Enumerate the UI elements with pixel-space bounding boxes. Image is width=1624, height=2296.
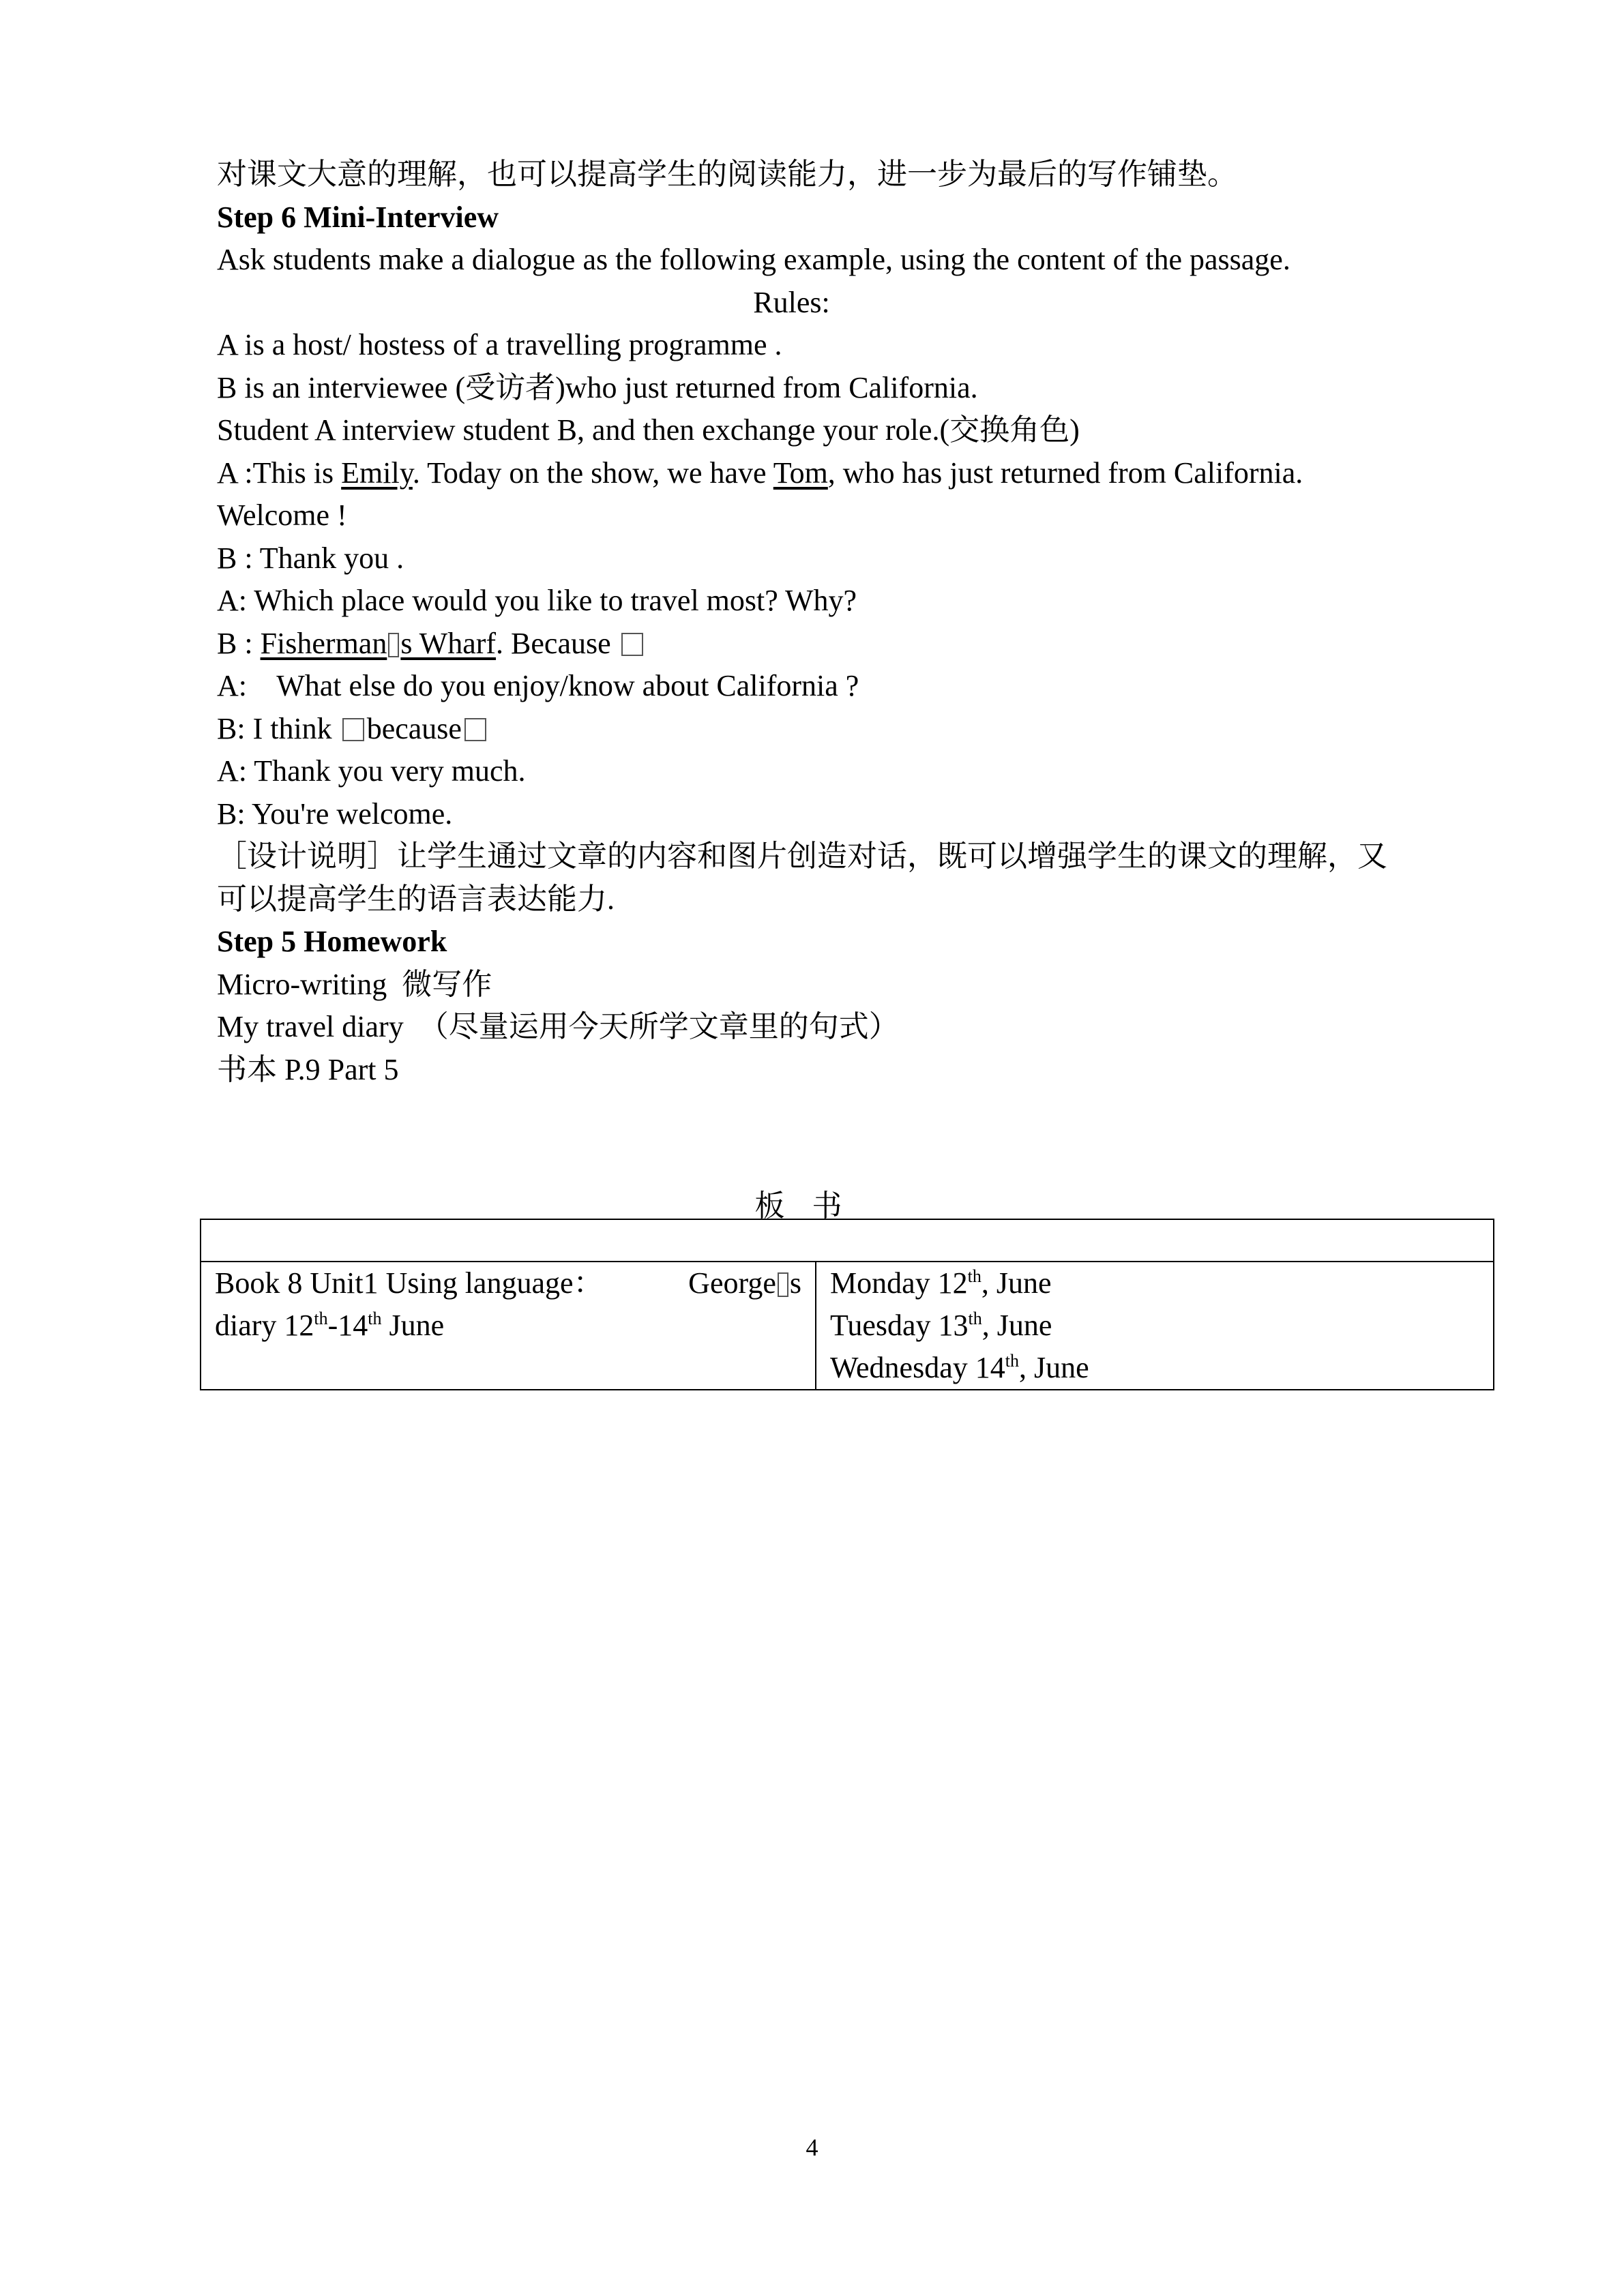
text-span: . Because <box>496 626 619 660</box>
missing-glyph-box <box>464 718 486 741</box>
board-left-line <box>215 1304 801 1347</box>
text-span: B: I think <box>217 711 340 745</box>
dialogue-line: B: You're welcome. <box>217 796 453 831</box>
diary-date <box>830 1262 1479 1304</box>
superscript: th <box>968 1309 982 1328</box>
text-span: s Wharf <box>400 626 497 660</box>
text-span: Tuesday 13 <box>830 1309 969 1342</box>
board-table <box>200 1219 1494 1390</box>
text-span <box>688 1262 801 1304</box>
dialogue-line: B : Thank you . <box>217 541 404 575</box>
rules-heading: Rules: <box>753 285 830 319</box>
text-line: Micro-writing 微写作 <box>217 967 492 1001</box>
text-span: June <box>381 1309 445 1342</box>
text-span: B : <box>217 626 261 660</box>
empty-cell <box>201 1219 1494 1262</box>
text-span: A :This is <box>217 456 342 490</box>
place-fishermans-wharf <box>261 627 496 660</box>
text-span: diary 12 <box>215 1309 314 1342</box>
dialogue-line: A: Which place would you like to travel most? Why? <box>217 584 857 617</box>
board-left-cell <box>201 1262 816 1390</box>
text-line: 对课文大意的理解，也可以提高学生的阅读能力，进一步为最后的写作铺垫。 <box>217 158 1237 191</box>
text-line: A is a host/ hostess of a travelling programme . <box>217 328 782 361</box>
name-emily: Emily <box>341 456 413 490</box>
board-left-line <box>215 1262 801 1304</box>
text-span: , who has just returned from California. <box>827 456 1303 490</box>
dialogue-line <box>217 452 1499 495</box>
table-row <box>201 1219 1494 1262</box>
dialogue-line: Welcome ! <box>217 498 347 532</box>
text-span: Fisherman <box>260 626 387 660</box>
text-span: , June <box>1018 1351 1089 1384</box>
text-span: , June <box>981 1309 1052 1342</box>
step-5-heading: Step 5 Homework <box>217 925 447 958</box>
missing-glyph-box <box>388 633 399 657</box>
missing-glyph-box <box>342 718 364 741</box>
text-span: -14 <box>327 1309 368 1342</box>
text-span: Wednesday 14 <box>830 1351 1005 1384</box>
name-tom: Tom <box>773 456 828 490</box>
lesson-text <box>217 153 1499 1091</box>
diary-date <box>830 1347 1479 1389</box>
superscript: th <box>368 1309 382 1328</box>
design-note-line: ［设计说明］让学生通过文章的内容和图片创造对话，既可以增强学生的课文的理解，又 <box>217 839 1387 873</box>
text-span: George <box>688 1266 776 1300</box>
superscript: th <box>314 1309 328 1328</box>
superscript: th <box>967 1266 981 1286</box>
missing-glyph-box <box>778 1272 788 1297</box>
superscript: th <box>1005 1351 1019 1371</box>
text-span: because <box>366 711 462 745</box>
dialogue-line: A: What else do you enjoy/know about California ? <box>217 669 859 702</box>
text-span: s <box>789 1266 801 1300</box>
text-line: Student A interview student B, and then exchange your role.(交换角色) <box>217 413 1080 447</box>
text-line: My travel diary （尽量运用今天所学文章里的句式） <box>217 1010 899 1043</box>
text-span: , June <box>981 1266 1052 1300</box>
missing-glyph-box <box>621 633 643 656</box>
text-span: . Today on the show, we have <box>412 456 773 490</box>
step-6-heading: Step 6 Mini-Interview <box>217 200 499 234</box>
dialogue-line: A: Thank you very much. <box>217 754 526 788</box>
text-span: Book 8 Unit1 Using language： <box>215 1266 604 1300</box>
diary-date <box>830 1304 1479 1347</box>
dialogue-line <box>217 708 1499 751</box>
text-span: Monday 12 <box>830 1266 968 1300</box>
text-line: 书本 P.9 Part 5 <box>217 1052 399 1086</box>
text-line: Ask students make a dialogue as the following example, using the content of the passage. <box>217 243 1290 276</box>
board-title: 板书 <box>754 1189 870 1223</box>
dialogue-line <box>217 623 1499 666</box>
board-right-cell <box>816 1262 1494 1390</box>
text-line: B is an interviewee (受访者)who just returned from California. <box>217 370 978 404</box>
table-row <box>201 1262 1494 1390</box>
design-note-line: 可以提高学生的语言表达能力. <box>217 882 615 916</box>
page-number: 4 <box>806 2134 818 2161</box>
